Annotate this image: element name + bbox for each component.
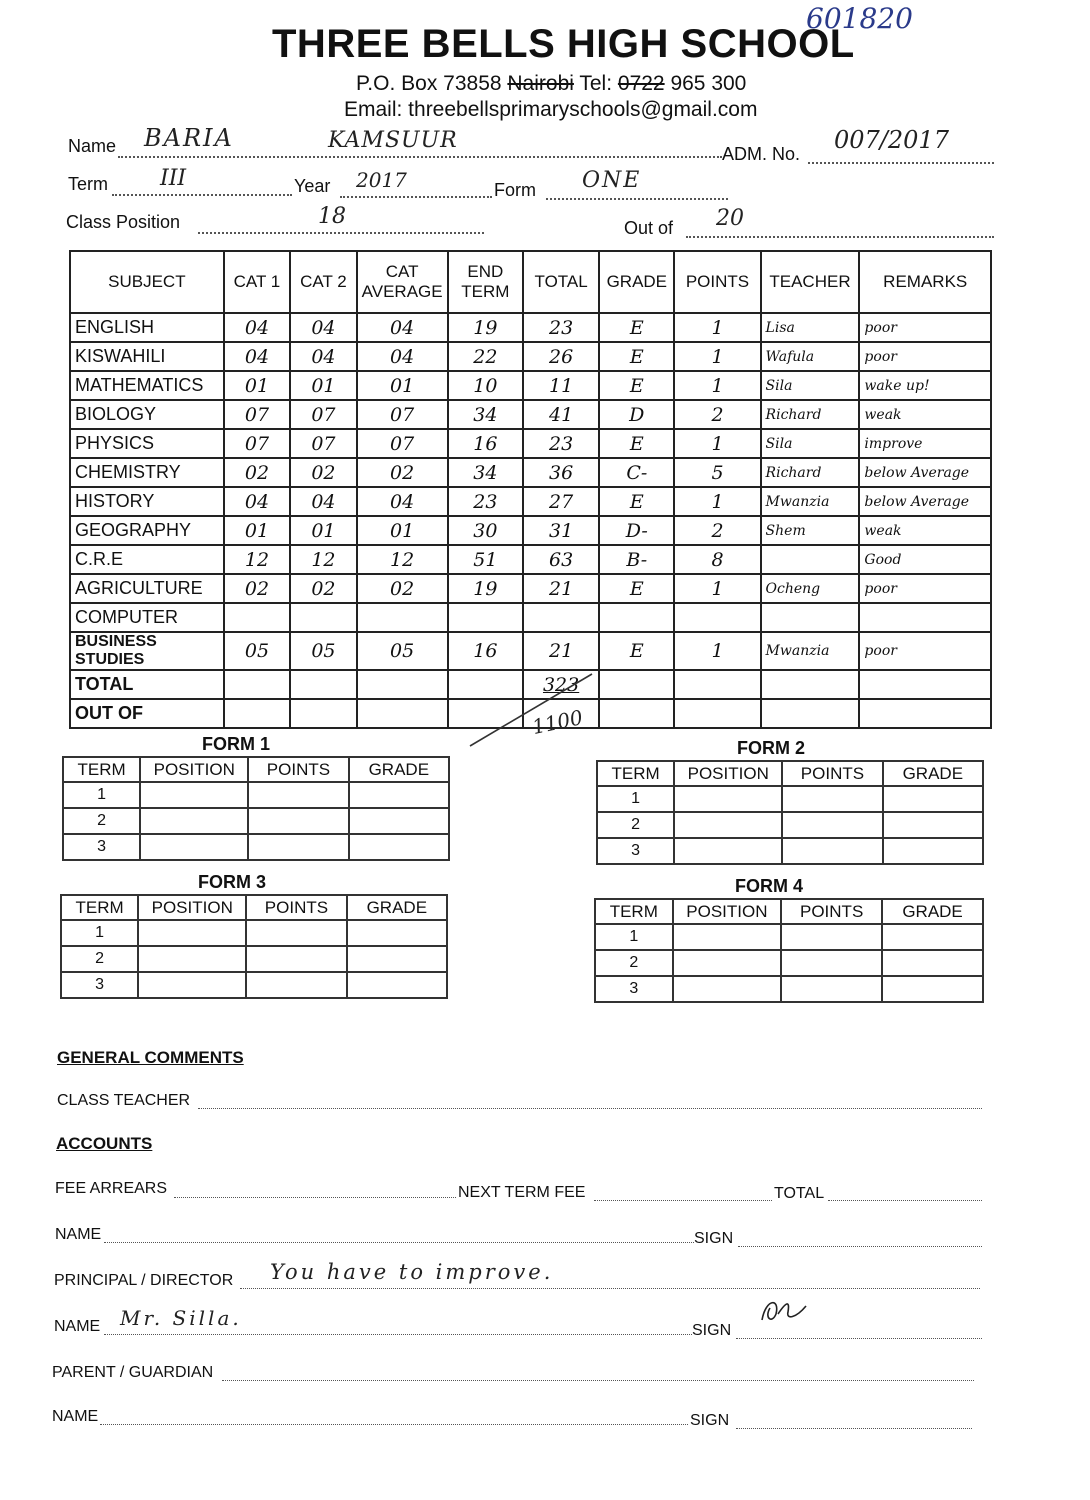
- result-cell: E: [599, 371, 674, 400]
- empty-cell: [882, 976, 983, 1002]
- result-cell: 01: [290, 516, 356, 545]
- result-cell: 2: [674, 516, 760, 545]
- result-cell: 10: [448, 371, 523, 400]
- principal-signature: [756, 1294, 816, 1328]
- form-table-header: GRADE: [349, 757, 449, 782]
- table-row: [70, 603, 991, 632]
- empty-cell: [673, 924, 782, 950]
- empty-cell: [357, 699, 448, 728]
- result-cell: D-: [599, 516, 674, 545]
- school-name: THREE BELLS HIGH SCHOOL: [272, 22, 855, 66]
- result-cell: 05: [224, 632, 290, 670]
- empty-cell: [248, 808, 348, 834]
- term-cell: 2: [61, 946, 138, 972]
- empty-cell: [674, 838, 782, 864]
- result-cell: Ocheng: [761, 574, 860, 603]
- table-row: [70, 487, 991, 516]
- class-teacher-label: CLASS TEACHER: [57, 1092, 191, 1109]
- table-row: [70, 574, 991, 603]
- result-cell: 04: [357, 313, 448, 342]
- result-cell: 02: [357, 458, 448, 487]
- result-cell: [674, 603, 760, 632]
- subject-cell: C.R.E: [70, 545, 224, 574]
- table-row: [597, 812, 983, 838]
- result-cell: 26: [523, 342, 599, 371]
- result-cell: 04: [357, 342, 448, 371]
- result-cell: D: [599, 400, 674, 429]
- result-cell: 04: [357, 487, 448, 516]
- principal-name-label: NAME: [54, 1318, 101, 1335]
- result-cell: Shem: [761, 516, 860, 545]
- result-cell: Richard: [761, 400, 860, 429]
- empty-cell: [246, 920, 346, 946]
- empty-cell: [290, 699, 356, 728]
- results-header: CAT AVERAGE: [357, 251, 448, 313]
- form4-table: [594, 898, 984, 1003]
- result-cell: 04: [290, 313, 356, 342]
- principal-comment: You have to improve.: [270, 1260, 554, 1284]
- empty-cell: [246, 946, 346, 972]
- table-row: [70, 313, 991, 342]
- empty-cell: [781, 976, 882, 1002]
- summary-label: TOTAL: [70, 670, 224, 699]
- result-cell: [599, 603, 674, 632]
- result-cell: 31: [523, 516, 599, 545]
- empty-cell: [349, 834, 449, 860]
- result-cell: 21: [523, 632, 599, 670]
- year-label: Year: [294, 176, 331, 196]
- result-cell: 01: [224, 516, 290, 545]
- empty-cell: [673, 950, 782, 976]
- result-cell: below Average: [859, 458, 991, 487]
- subject-cell: AGRICULTURE: [70, 574, 224, 603]
- result-cell: 34: [448, 400, 523, 429]
- parent-name-label: NAME: [52, 1408, 99, 1425]
- result-cell: 63: [523, 545, 599, 574]
- empty-cell: [883, 786, 983, 812]
- empty-cell: [782, 838, 882, 864]
- result-cell: Lisa: [761, 313, 860, 342]
- result-cell: 07: [224, 400, 290, 429]
- table-row: [63, 782, 449, 808]
- result-cell: 11: [523, 371, 599, 400]
- fees-total-label: TOTAL: [774, 1185, 825, 1202]
- result-cell: 04: [224, 313, 290, 342]
- empty-cell: [883, 838, 983, 864]
- term-cell: 3: [61, 972, 138, 998]
- results-header: SUBJECT: [70, 251, 224, 313]
- empty-cell: [883, 812, 983, 838]
- form3-title: FORM 3: [198, 872, 267, 892]
- form-table-header: POSITION: [674, 761, 782, 786]
- empty-cell: [224, 699, 290, 728]
- result-cell: weak: [859, 400, 991, 429]
- result-cell: E: [599, 342, 674, 371]
- table-row: [70, 516, 991, 545]
- empty-cell: [599, 670, 674, 699]
- table-row: [595, 950, 983, 976]
- term-cell: 2: [63, 808, 140, 834]
- form-table-header: GRADE: [882, 899, 983, 924]
- result-cell: 51: [448, 545, 523, 574]
- results-header: TEACHER: [761, 251, 860, 313]
- empty-cell: [140, 834, 248, 860]
- table-row: [70, 342, 991, 371]
- empty-cell: [347, 946, 447, 972]
- result-cell: 04: [224, 342, 290, 371]
- form2-title: FORM 2: [737, 738, 806, 758]
- empty-cell: [761, 670, 860, 699]
- term-cell: 1: [63, 782, 140, 808]
- result-cell: poor: [859, 342, 991, 371]
- term-cell: 3: [595, 976, 673, 1002]
- result-cell: 02: [290, 458, 356, 487]
- result-cell: B-: [599, 545, 674, 574]
- subject-cell: COMPUTER: [70, 603, 224, 632]
- student-last-name: KAMSUUR: [328, 128, 458, 153]
- term-cell: 2: [595, 950, 673, 976]
- accounts-title: ACCOUNTS: [56, 1134, 153, 1153]
- name-label: Name: [68, 136, 117, 156]
- result-cell: 02: [224, 574, 290, 603]
- summary-label: OUT OF: [70, 699, 224, 728]
- result-cell: 16: [448, 632, 523, 670]
- empty-cell: [357, 670, 448, 699]
- empty-cell: [140, 808, 248, 834]
- term-cell: 1: [595, 924, 673, 950]
- result-cell: 23: [523, 313, 599, 342]
- result-cell: 01: [357, 371, 448, 400]
- form-table-header: POINTS: [782, 761, 882, 786]
- empty-cell: [859, 699, 991, 728]
- student-first-name: BARIA: [144, 124, 234, 152]
- empty-cell: [882, 924, 983, 950]
- subject-cell: MATHEMATICS: [70, 371, 224, 400]
- result-cell: [357, 603, 448, 632]
- empty-cell: [674, 670, 760, 699]
- empty-cell: [859, 670, 991, 699]
- table-row: [61, 920, 447, 946]
- result-cell: Richard: [761, 458, 860, 487]
- empty-cell: [882, 950, 983, 976]
- term-value: III: [160, 166, 187, 191]
- result-cell: 27: [523, 487, 599, 516]
- result-cell: 07: [290, 429, 356, 458]
- result-cell: 04: [290, 487, 356, 516]
- result-cell: 1: [674, 342, 760, 371]
- result-cell: 01: [290, 371, 356, 400]
- result-cell: 07: [224, 429, 290, 458]
- form-table-header-row: [597, 761, 983, 786]
- result-cell: 1: [674, 574, 760, 603]
- result-cell: 01: [357, 516, 448, 545]
- form-table-header-row: [595, 899, 983, 924]
- result-cell: 1: [674, 429, 760, 458]
- result-cell: 04: [290, 342, 356, 371]
- result-cell: 1: [674, 313, 760, 342]
- school-email: Email: threebellsprimaryschools@gmail.com: [344, 98, 758, 121]
- class-position-value: 18: [318, 204, 346, 229]
- result-cell: 1: [674, 371, 760, 400]
- result-cell: [523, 603, 599, 632]
- empty-cell: [761, 699, 860, 728]
- table-row: [70, 371, 991, 400]
- form1-table: [62, 756, 450, 861]
- out-of-total: 1100: [530, 704, 585, 740]
- result-cell: 02: [357, 574, 448, 603]
- next-term-fee-label: NEXT TERM FEE: [458, 1184, 586, 1201]
- form-table-header: POINTS: [248, 757, 348, 782]
- table-row: [61, 946, 447, 972]
- table-row: [595, 976, 983, 1002]
- form-table-header: POSITION: [140, 757, 248, 782]
- accounts-name-label: NAME: [55, 1226, 102, 1243]
- result-cell: 02: [290, 574, 356, 603]
- result-cell: 19: [448, 313, 523, 342]
- result-cell: 22: [448, 342, 523, 371]
- result-cell: 23: [448, 487, 523, 516]
- result-cell: 01: [224, 371, 290, 400]
- term-cell: 3: [597, 838, 674, 864]
- empty-cell: [138, 972, 246, 998]
- result-cell: E: [599, 313, 674, 342]
- term-label: Term: [68, 174, 108, 194]
- form-table-header: TERM: [63, 757, 140, 782]
- empty-cell: [347, 920, 447, 946]
- empty-cell: [138, 946, 246, 972]
- empty-cell: [349, 782, 449, 808]
- table-row: [70, 429, 991, 458]
- empty-cell: [782, 786, 882, 812]
- form-table-header: TERM: [597, 761, 674, 786]
- result-cell: 19: [448, 574, 523, 603]
- subject-cell: KISWAHILI: [70, 342, 224, 371]
- principal-label: PRINCIPAL / DIRECTOR: [54, 1272, 234, 1289]
- general-comments-title: GENERAL COMMENTS: [57, 1048, 244, 1067]
- school-address: P.O. Box 73858 Nairobi Tel: 0722 965 300: [356, 72, 747, 95]
- result-cell: weak: [859, 516, 991, 545]
- result-cell: poor: [859, 632, 991, 670]
- table-row: [597, 786, 983, 812]
- result-cell: [761, 545, 860, 574]
- empty-cell: [674, 699, 760, 728]
- result-cell: Mwanzia: [761, 487, 860, 516]
- result-cell: [761, 603, 860, 632]
- term-cell: 1: [61, 920, 138, 946]
- empty-cell: [599, 699, 674, 728]
- result-cell: 12: [290, 545, 356, 574]
- result-cell: [859, 603, 991, 632]
- form4-title: FORM 4: [735, 876, 804, 896]
- adm-number: 007/2017: [834, 126, 949, 154]
- subject-cell: HISTORY: [70, 487, 224, 516]
- empty-cell: [674, 812, 782, 838]
- empty-cell: [674, 786, 782, 812]
- year-value: 2017: [356, 168, 407, 192]
- adm-label: ADM. No.: [722, 144, 801, 164]
- subject-cell: GEOGRAPHY: [70, 516, 224, 545]
- result-cell: 5: [674, 458, 760, 487]
- term-cell: 2: [597, 812, 674, 838]
- subject-cell: BIOLOGY: [70, 400, 224, 429]
- result-cell: Sila: [761, 371, 860, 400]
- subject-cell: ENGLISH: [70, 313, 224, 342]
- form-table-header: GRADE: [347, 895, 447, 920]
- result-cell: E: [599, 429, 674, 458]
- result-cell: Sila: [761, 429, 860, 458]
- parent-sign-label: SIGN: [690, 1412, 730, 1429]
- result-cell: [448, 603, 523, 632]
- empty-cell: [673, 976, 782, 1002]
- result-cell: 21: [523, 574, 599, 603]
- form-label: Form: [494, 180, 536, 200]
- table-row: [63, 834, 449, 860]
- form-table-header: POSITION: [138, 895, 246, 920]
- accounts-sign-label: SIGN: [694, 1230, 734, 1247]
- reference-number: 601820: [806, 2, 913, 35]
- empty-cell: [248, 782, 348, 808]
- result-cell: 8: [674, 545, 760, 574]
- result-cell: 23: [523, 429, 599, 458]
- results-header: END TERM: [448, 251, 523, 313]
- result-cell: 05: [290, 632, 356, 670]
- results-header: TOTAL: [523, 251, 599, 313]
- results-header: POINTS: [674, 251, 760, 313]
- result-cell: E: [599, 574, 674, 603]
- result-cell: Wafula: [761, 342, 860, 371]
- result-cell: 02: [224, 458, 290, 487]
- results-table: [69, 250, 992, 729]
- result-cell: 36: [523, 458, 599, 487]
- subject-cell: BUSINESS STUDIES: [70, 632, 224, 670]
- term-cell: 1: [597, 786, 674, 812]
- empty-cell: [781, 924, 882, 950]
- form-table-header: POSITION: [673, 899, 782, 924]
- table-row: [70, 632, 991, 670]
- result-cell: 16: [448, 429, 523, 458]
- result-cell: 05: [357, 632, 448, 670]
- result-cell: 07: [357, 429, 448, 458]
- empty-cell: [290, 670, 356, 699]
- result-cell: improve: [859, 429, 991, 458]
- table-row: [597, 838, 983, 864]
- result-cell: Mwanzia: [761, 632, 860, 670]
- out-of-value: 20: [716, 206, 744, 231]
- out-of-label: Out of: [624, 218, 674, 238]
- table-row: [61, 972, 447, 998]
- result-cell: 07: [357, 400, 448, 429]
- form-table-header: TERM: [61, 895, 138, 920]
- empty-cell: [347, 972, 447, 998]
- results-header: REMARKS: [859, 251, 991, 313]
- form-value: ONE: [582, 168, 642, 193]
- result-cell: below Average: [859, 487, 991, 516]
- fee-arrears-label: FEE ARREARS: [55, 1180, 168, 1197]
- result-cell: [290, 603, 356, 632]
- table-row: [595, 924, 983, 950]
- result-cell: poor: [859, 574, 991, 603]
- form2-table: [596, 760, 984, 865]
- result-cell: 2: [674, 400, 760, 429]
- table-row: [70, 400, 991, 429]
- results-header: GRADE: [599, 251, 674, 313]
- parent-label: PARENT / GUARDIAN: [52, 1364, 214, 1381]
- table-row: [70, 458, 991, 487]
- form-table-header: TERM: [595, 899, 673, 924]
- result-cell: C-: [599, 458, 674, 487]
- result-cell: 41: [523, 400, 599, 429]
- table-row: [63, 808, 449, 834]
- result-cell: poor: [859, 313, 991, 342]
- empty-cell: [224, 670, 290, 699]
- form-table-header: GRADE: [883, 761, 983, 786]
- result-cell: 30: [448, 516, 523, 545]
- result-cell: 04: [224, 487, 290, 516]
- result-cell: wake up!: [859, 371, 991, 400]
- result-cell: 1: [674, 632, 760, 670]
- subject-cell: CHEMISTRY: [70, 458, 224, 487]
- form-table-header: POINTS: [246, 895, 346, 920]
- principal-name: Mr. Silla.: [120, 1306, 242, 1330]
- empty-cell: [246, 972, 346, 998]
- form-table-header-row: [61, 895, 447, 920]
- empty-cell: [140, 782, 248, 808]
- form-table-header: POINTS: [781, 899, 882, 924]
- form-table-header-row: [63, 757, 449, 782]
- form3-table: [60, 894, 448, 999]
- empty-cell: [349, 808, 449, 834]
- table-row: [70, 545, 991, 574]
- empty-cell: [138, 920, 246, 946]
- result-cell: [224, 603, 290, 632]
- result-cell: 12: [224, 545, 290, 574]
- result-cell: 34: [448, 458, 523, 487]
- result-cell: Good: [859, 545, 991, 574]
- class-position-label: Class Position: [66, 212, 181, 232]
- empty-cell: [782, 812, 882, 838]
- result-cell: 1: [674, 487, 760, 516]
- result-cell: E: [599, 487, 674, 516]
- empty-cell: [781, 950, 882, 976]
- result-cell: 07: [290, 400, 356, 429]
- principal-sign-label: SIGN: [692, 1322, 732, 1339]
- results-header: CAT 1: [224, 251, 290, 313]
- empty-cell: [248, 834, 348, 860]
- total-marks: 323: [523, 670, 599, 699]
- form1-title: FORM 1: [202, 734, 271, 754]
- term-cell: 3: [63, 834, 140, 860]
- result-cell: 12: [357, 545, 448, 574]
- subject-cell: PHYSICS: [70, 429, 224, 458]
- result-cell: E: [599, 632, 674, 670]
- results-header: CAT 2: [290, 251, 356, 313]
